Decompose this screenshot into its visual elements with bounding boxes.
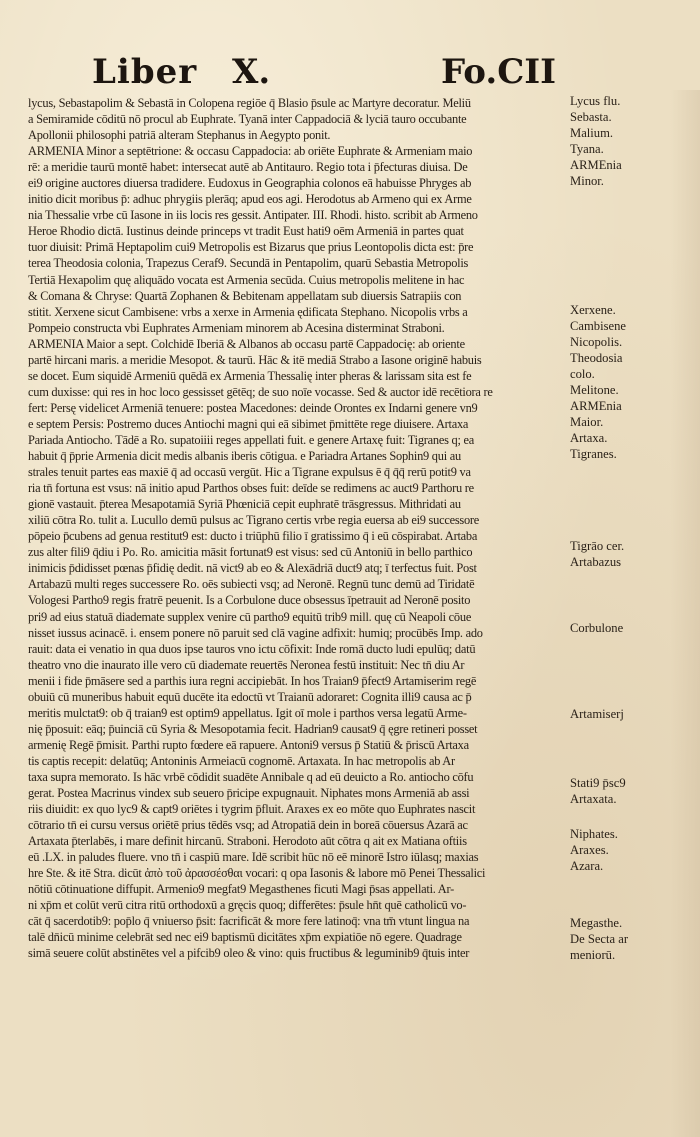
text-line: meritis mulctat9: ob q̄ traian9 est optim9 appellatus. Igit oī mole i parthos versa legatū Arme-: [28, 705, 467, 720]
text-line: cum duxisse: qui res in hoc loco gessisset gētēq; de suo noīe vocasse. Sed & auctor idē recētiora re: [28, 384, 493, 399]
text-line: cōtrario tn̄ ei cursu versus oriētē prius tēdēs vsq; ad Atropatiā dein in boreā cōuersus Azarā ac: [28, 818, 468, 833]
text-line: talē dn̄icū minime celebrāt sed nec ei9 baptismū dicitātes xp̄m expiatiōe nō egere. Quadrage: [28, 930, 462, 945]
text-line: fert: Persę videlicet Armeniā tenuere: postea Macedones: deinde Orontes ex Indarni genere vn9: [28, 400, 478, 415]
text-line: rauit: data ei venatio in qua duos ipse tauros vno ictu cōfixit: Inde romā ducto ludi epulūq; datū: [28, 641, 476, 656]
text-line: ARMENIA Maior a sept. Colchidē Iberiā & Albanos ab occasu partē Cappadocię: ab oriente: [28, 336, 465, 351]
text-line: Heroe Rhodio dictā. Iustinus deinde princeps vt tradit Eust hati9 oēm Armeniā in partes quat: [28, 224, 464, 239]
text-line: Pompeio constructa vbi Euphrates Armeniam minorem ab Acesina disterminat Straboni.: [28, 320, 445, 335]
text-line: strales tenuit partes eas maxiē q̄ ad occasū vergūt. Hic a Tigrane expulsus ē q̄ q̄q̄ rerū potit9 va: [28, 465, 471, 480]
margin-note: Tigrāo cer. Artabazus: [570, 539, 625, 569]
text-line: tis captis recepit: delatūq; Antoninis Armeiacū cognomē. Artaxata. In hac metropolis ab Ar: [28, 753, 455, 768]
text-line: Artabazū multi reges successere Ro. oēs subiecti vsq; ad Neronē. Regnū tunc demū ad Tiridatē: [28, 577, 475, 592]
text-line: ei9 origine auctores diuersa tradidere. Eudoxus in Geographia colonos eā habuisse Phryges ab: [28, 176, 472, 191]
text-line: pri9 ad eius statuā diademate supplex venire cū partho9 equitū trib9 mill. quę cū Neapoli cōue: [28, 609, 472, 624]
text-line: nōtiū cōtinuatione diffupit. Armenio9 megfat9 Megasthenes ficuti Magi p̄sas appellati. Ar-: [28, 882, 454, 897]
text-line: stitit. Xerxene sicut Cambisene: vrbs a xerxe in Armenia ędificata Stephano. Nicopolis vrbs a: [28, 304, 468, 319]
text-line: rē: a meridie taurū montē habet: intersecat autē ab Antitauro. Regio tota i p̄fecturas diuisa. De: [28, 160, 468, 175]
running-head-book: Liber: [92, 52, 198, 92]
margin-note: Stati9 p̄sc9 Artaxata.: [570, 776, 626, 806]
margin-note: Megasthe. De Secta ar meniorū.: [570, 916, 629, 962]
text-line: nia Thessalie vrbe cū Iasone in iis locis res gessit. Antipater. III. Rhodi. histo. scribit ab Armeno: [28, 208, 478, 223]
text-line: a Semiramide cōditū nō procul ab Euphrate. Tyanā inter Cappadociā & lyciā tauro occubante: [28, 112, 467, 127]
text-line: theatro vno die inaurato ille vero cū diademate reuertēs Neronea festū instituit: Nec tn̄ diu Ar: [28, 657, 465, 672]
text-line: gionē vastauit. p̄terea Mesapotamiā Syriā Phœniciā cepit euphratē trāsgressus. Mithridati au: [28, 497, 461, 512]
margin-note: Artamiserj: [570, 707, 624, 721]
text-line: hre Ste. & itē Stra. dicūt ἀπὸ τοῦ ἀρασσέσθαι vocari: q opa Iasonis & labore mō Penei Thessalici: [28, 866, 486, 881]
text-line: nię p̄posuit: eāq; p̄uinciā cū Syria & Mesopotamia fecit. Hadrian9 causat9 q̄ ęgre retineri posset: [28, 721, 478, 736]
text-line: gerat. Postea Macrinus vindex sub seuero p̄ricipe expugnauit. Niphates mons Armeniā ab assi: [28, 786, 470, 801]
margin-note: Corbulone: [570, 621, 624, 635]
text-line: ria tn̄ fortuna est vsus: nā initio apud Parthos obses fuit: deīde se redimens ac auct9 Parthoru re: [28, 481, 474, 496]
text-line: Pariada Antiocho. Tādē a Ro. supatoiiii reges appellati fuit. e genere Artaxę fuit: Tigranes q; ea: [28, 432, 474, 447]
folio-number: Fo.CII: [441, 52, 557, 92]
text-line: se docet. Eum siquidē Armeniū quēdā ex Armenia Thessalię inter pheras & larissam sita est fe: [28, 368, 472, 383]
text-line: inimicis p̄didisset pœnas p̄fidię dedit. nā vict9 ab eo & Alexādriā duct9 atq; ī terfectus fuit. Post: [28, 561, 477, 576]
text-line: Vologesi Partho9 regis fratrē peuenit. Is a Corbulone duce obsessus īpetrauit ad Neronē posito: [28, 593, 471, 608]
text-line: simā seuere colūt abstinētes vel a pifcib9 oleo & vino: quis fructibus & leguminib9 q̄tuis inter: [28, 946, 470, 961]
text-line: initio dicit moribus p̄: adhuc phrygiis plerāq; apud eos agi. Herodotus ab Armeno qui ex Arme: [28, 192, 472, 207]
margin-note: Xerxene. Cambisene Nicopolis. Theodosia colo. Melitone. ARMEnia Maior. Artaxa. Tigranes.: [570, 303, 626, 461]
text-line: zus alter fili9 q̄diu i Po. Ro. amicitia māsit fortunat9 est visus: sed cū Antoniū in bello parthico: [28, 545, 473, 560]
text-line: terea Theodosia colonia, Trapezus Ceraf9. Secundā in Pentapolim, quarū Sebastia Metropolis: [28, 256, 469, 271]
text-line: habuit q̄ p̄prie Armenia dicit medis albanis iberis cōtigua. e Pariadra Artanes Sophin9 qui au: [28, 449, 461, 464]
text-line: eū .LX. in paludes fluere. vno tn̄ i caspiū mare. Idē scribit hūc nō eē minorē Istro iūlasq; maxias: [28, 850, 479, 865]
margin-note: Lycus flu. Sebasta. Malium. Tyana. ARMEnia Minor.: [570, 94, 622, 188]
text-line: xiliū cōtra Ro. tulit a. Lucullo demū pulsus ac Tigrano certis vrbe regia euersa ab ei9 successore: [28, 513, 480, 528]
text-line: obuiū cū muneribus habuit equū ducēte ita edoctū vt Traianū adoraret: Cognita illi9 causa ac p̄: [28, 689, 472, 704]
text-line: cāt q̄ sacerdotib9: pop̄lo q̄ vniuerso p̄sit: facrificāt & more fere latinoq̄: vna tm̄ vtunt lingua na: [28, 914, 470, 929]
text-line: e septem Persis: Postremo duces Antiochi magni qui eā sibimet p̄mittēte rege diuisere. Artaxa: [28, 416, 469, 431]
margin-note: Niphates. Araxes. Azara.: [570, 827, 618, 873]
text-line: Tertiā Hexapolim quę aliquādo vocata est Armenia secūda. Cuius metropolis melitene in hac: [28, 272, 465, 287]
text-line: riis diuidit: ex quo lyc9 & capt9 oriētes i tygrim p̄fluit. Araxes ex eo mōte quo Euphrates nascit: [28, 802, 476, 817]
text-line: Artaxata p̄terlabēs, i mare definit hircanū. Straboni. Herodoto aūt cōtra q ait ex Matiana oftiis: [28, 834, 467, 849]
text-line: armenię Regē p̄misit. Parthi rupto fœdere eā rapuere. Antoni9 versus p̄ Statiū & p̄riscū Artaxa: [28, 737, 469, 752]
text-line: nisset iussus acinacē. i. ensem ponere nō paruit sed clā vagine adfixit: humiq; procūbēs Imp. ado: [28, 625, 483, 640]
text-line: ARMENIA Minor a septētrione: & occasu Cappadocia: ab oriēte Euphrate & Armeniam maio: [28, 144, 473, 159]
text-line: partē hircani maris. a meridie Mesopot. & taurū. Hāc & itē mediā Strabo a Iasone originē habuis: [28, 352, 482, 367]
text-line: tuor diuisit: Primā Heptapolim cui9 Metropolis est Bizarus que prius Leontopolis dicta est: p̄re: [28, 240, 474, 255]
main-text-column: [28, 95, 566, 962]
text-line: lycus, Sebastapolim & Sebastā in Colopena regiōe q̄ Blasio p̄sule ac Martyre decoratur. Meliū: [28, 96, 471, 110]
text-line: menii i fide p̄māsere sed a parthis iura regni accipiebāt. In hos Traian9 p̄fect9 Artamiserim regē: [28, 673, 477, 688]
text-line: taxa supra memorato. Is hāc vrbē cōdidit suadēte Annibale q ad eū deuicto a Ro. antiocho cōfu: [28, 769, 474, 784]
text-line: & Comana & Chryse: Quartā Zophanen & Bebitenam appellatam sub diuersis Satrapiis con: [28, 288, 462, 303]
text-line: ni xp̄m et colūt verū citra ritū orthodoxū a gręcis quoq; differētes: p̄sule hn̄t quē catholicū vo-: [28, 898, 467, 913]
text-line: Apollonii philosophi patriā alteram Stephanus in Aegypto ponit.: [28, 128, 331, 143]
text-line: pōpeio p̄cubens ad genua restitut9 est: ducto i triūphū filio ī gratissimo q̄ i eū cōspirabat. Artaba: [28, 529, 478, 544]
running-head-number: X.: [232, 52, 271, 92]
margin-notes-column: [570, 0, 690, 1137]
